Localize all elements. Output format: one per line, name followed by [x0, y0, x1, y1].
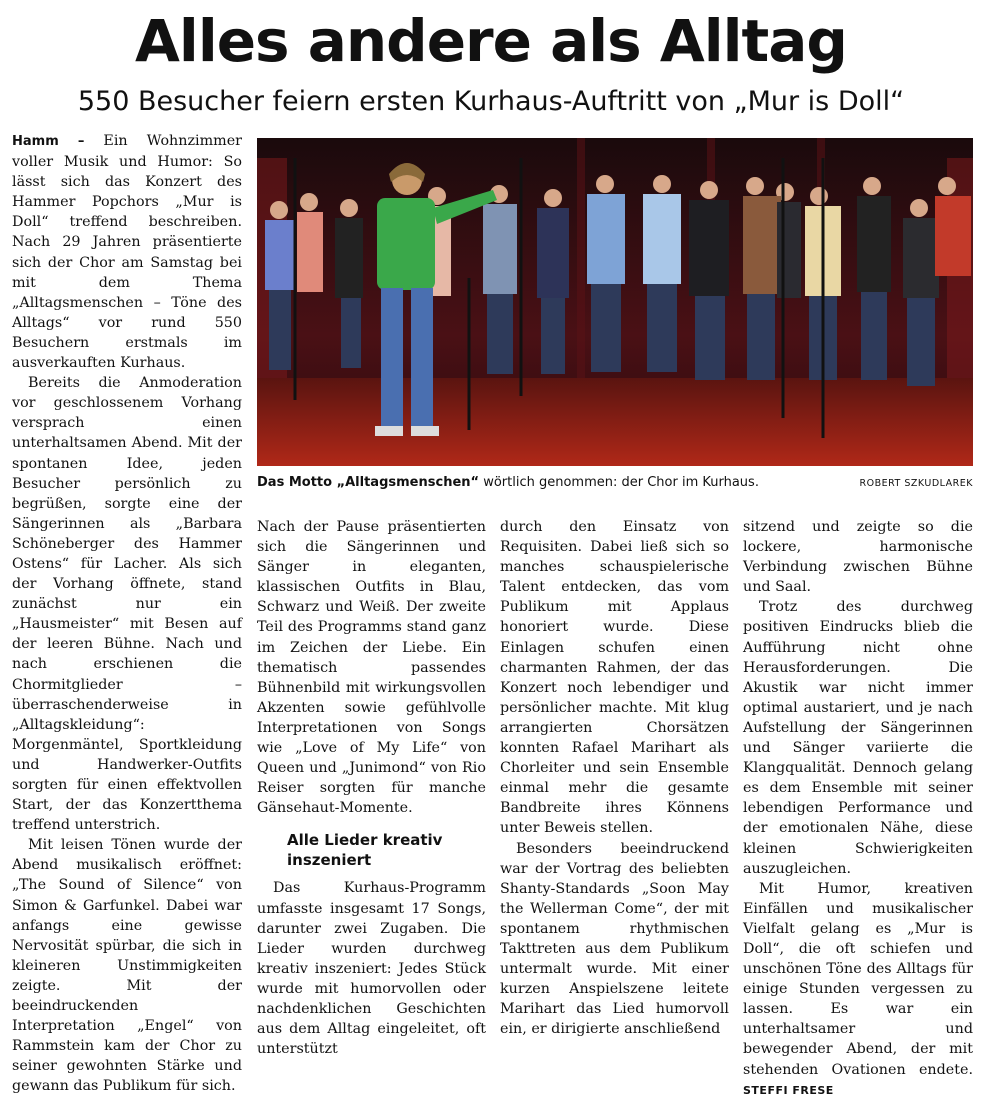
caption-bold: Das Motto „Alltagsmenschen“: [257, 475, 480, 490]
paragraph: sitzend und zeigte so die lockere, harmonische Verbindung zwischen Bühne und Saal.: [743, 519, 973, 596]
article-column-3: [500, 517, 729, 1039]
headline: Alles andere als Alltag: [135, 7, 847, 75]
photo-caption: [257, 473, 973, 495]
paragraph-text: Mit Humor, kreativen Einfällen und musikalischer Vielfalt gelang es „Mur is Doll“, die oft schiefen und unschönen Töne des Alltags für einige Stunden vergessen zu lassen. Es war ein unterhaltsamer und bewegender Abend, der mit stehenden Ovationen endete.: [743, 880, 973, 1078]
photo-credit: ROBERT SZKUDLAREK: [859, 478, 973, 489]
subheadline: 550 Besucher feiern ersten Kurhaus-Auftritt von „Mur is Doll“: [77, 86, 905, 117]
paragraph: Das Kurhaus-Programm umfasste insgesamt 17 Songs, darunter zwei Zugaben. Die Lieder wurden durchweg kreativ inszeniert: Jedes Stück wurde mit humorvollen oder nachdenklichen Geschichten aus dem Alltag eingeleitet, oft unterstützt: [257, 880, 486, 1058]
paragraph: [12, 131, 242, 373]
article-column-1: [12, 131, 242, 1097]
dateline: Hamm –: [12, 134, 85, 149]
paragraph-text: Ein Wohnzimmer voller Musik und Humor: So lässt sich das Konzert des Hammer Popchors „Mur is Doll“ treffend beschreiben. Nach 29 Jahren präsentierte sich der Chor am Samstag bei mit dem Thema „Alltagsmenschen – Töne des Alltags“ vor rund 550 Besuchern erstmals im ausverkauften Kurhaus.: [12, 133, 242, 372]
caption-text: wörtlich genommen: der Chor im Kurhaus.: [479, 475, 759, 490]
paragraph: Mit leisen Tönen wurde der Abend musikalisch eröffnet: „The Sound of Silence“ von Simon & Garfunkel. Dabei war anfangs eine gewisse Nervosität spürbar, die sich in kleineren Unstimmigkeiten zeigte. Mit der beeindruckenden Interpretation „Engel“ von Rammstein kam der Chor zu seiner gewohnten Stärke und gewann das Publikum für sich.: [12, 837, 242, 1095]
paragraph: [743, 879, 973, 1101]
paragraph: durch den Einsatz von Requisiten. Dabei ließ sich so manches schauspielerische Talent entdecken, das vom Publikum mit Applaus honoriert wurde. Diese Einlagen schufen einen charmanten Rahmen, der das Konzert noch lebendiger und persönlicher machte. Mit klug arrangierten Chorsätzen konnten Rafael Marihart als Chorleiter und sein Ensemble einmal mehr die gesamte Bandbreite ihres Könnens unter Beweis stellen.: [500, 519, 729, 837]
paragraph: Nach der Pause präsentierten sich die Sängerinnen und Sänger in eleganten, klassischen Outfits in Blau, Schwarz und Weiß. Der zweite Teil des Programms stand ganz im Zeichen der Liebe. Ein thematisch passendes Bühnenbild mit wirkungsvollen Akzenten sowie gefühlvolle Interpretationen von Songs wie „Love of My Life“ von Queen und „Junimond“ von Rio Reiser sorgten für manche Gänsehaut-Momente.: [257, 519, 486, 817]
paragraph: Trotz des durchweg positiven Eindrucks blieb die Aufführung nicht ohne Herausforderungen. Die Akustik war nicht immer optimal austariert, und je nach Aufstellung der Sängerinnen und Sänger variierte die Klangqualität. Dennoch gelang es dem Ensemble mit seiner lebendigen Performance und der emotionalen Nähe, diese kleinen Schwierigkeiten auszugleichen.: [743, 599, 973, 877]
paragraph: Besonders beeindruckend war der Vortrag des beliebten Shanty-Standards „Soon May the Wellerman Come“, der mit spontanem rhythmischen Takttreten aus dem Publikum untermalt wurde. Mit einer kurzen Anspielszene leitete Marihart das Lied humorvoll ein, er dirigierte anschließend: [500, 840, 729, 1038]
choir-photo: [257, 138, 973, 466]
article-column-2: [257, 517, 486, 1059]
article-column-4: [743, 517, 973, 1101]
section-subheading: Alle Lieder kreativ inszeniert: [287, 831, 443, 870]
stage-floor: [257, 378, 973, 466]
paragraph: Bereits die Anmoderation vor geschlossenem Vorhang versprach einen unterhaltsamen Abend. Mit der spontanen Idee, jeden Besucher persönlich zu begrüßen, sorgte eine der Sängerinnen als „Barbara Schöneberger des Hammer Ostens“ für Lacher. Als sich der Vorhang öffnete, stand zunächst nur ein „Hausmeister“ mit Besen auf der leeren Bühne. Nach und nach erschienen die Chormitglieder – überraschenderweise in „Alltagskleidung“: Morgenmäntel, Sportkleidung und Handwerker-Outfits sorgten für einen effektvollen Start, der das Konzertthema treffend unterstrich.: [12, 375, 242, 834]
author-byline: STEFFI FRESE: [743, 1083, 834, 1097]
